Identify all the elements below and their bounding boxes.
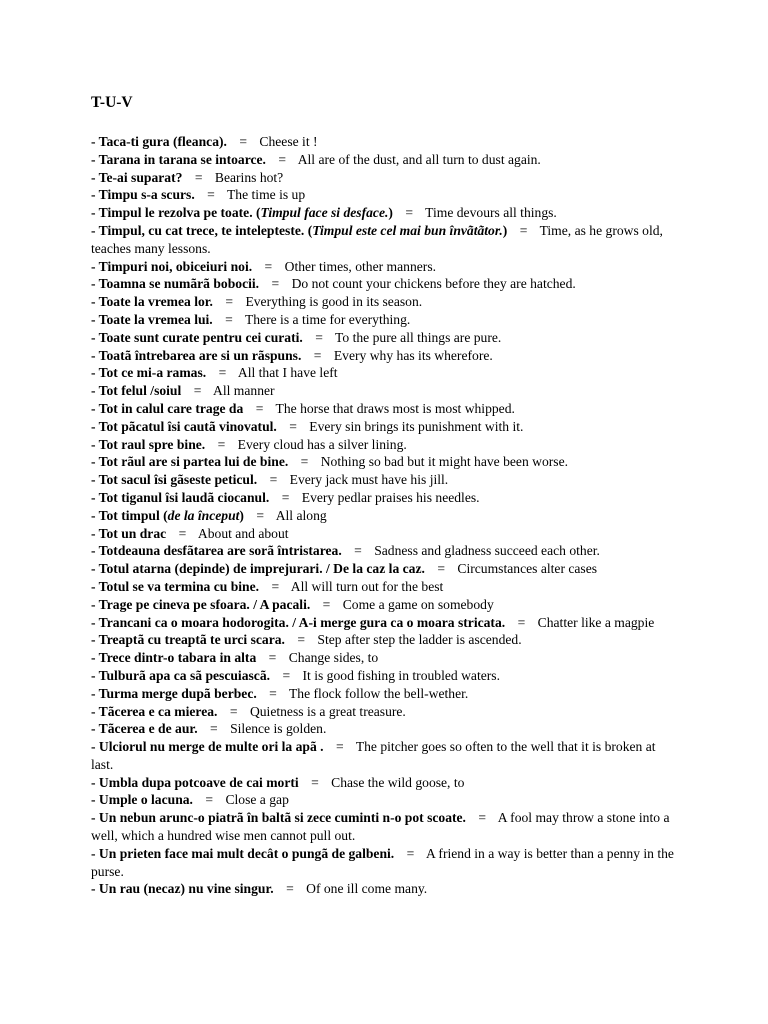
proverb-entry <box>91 774 678 792</box>
romanian-proverb: - Totul atarna (depinde) de imprejurari. / De la caz la caz. <box>91 561 425 577</box>
english-equivalent: There is a time for everything. <box>244 311 411 327</box>
proverb-entry <box>91 186 678 204</box>
equals-sign: = <box>229 703 238 719</box>
proverb-entry <box>91 596 678 614</box>
equals-sign: = <box>218 365 227 381</box>
romanian-proverb: - Un rau (necaz) nu vine singur. <box>91 881 274 897</box>
equals-sign: = <box>517 614 526 630</box>
english-equivalent: Quietness is a great treasure. <box>249 703 406 719</box>
romanian-proverb: - Un prieten face mai mult decât o pungã de galbeni. <box>91 845 395 861</box>
romanian-proverb: - Tot ce mi-a ramas. <box>91 365 207 381</box>
english-equivalent: It is good fishing in troubled waters. <box>302 667 500 683</box>
english-equivalent: The horse that draws most is most whipped. <box>275 400 515 416</box>
equals-sign: = <box>300 454 309 470</box>
english-equivalent: Every cloud has a silver lining. <box>237 436 407 452</box>
english-equivalent: Every why has its wherefore. <box>333 347 493 363</box>
romanian-proverb: - Totul se va termina cu bine. <box>91 578 260 594</box>
equals-sign: = <box>225 294 234 310</box>
english-equivalent: All that I have left <box>237 365 338 381</box>
english-equivalent: Come a game on somebody <box>342 596 494 612</box>
proverb-entry <box>91 845 678 881</box>
english-equivalent: All will turn out for the best <box>290 578 444 594</box>
romanian-proverb: - Tarana in tarana se intoarce. <box>91 151 266 167</box>
proverb-entry <box>91 685 678 703</box>
equals-sign: = <box>297 632 306 648</box>
romanian-proverb: - Tot tiganul îsi laudã ciocanul. <box>91 489 270 505</box>
romanian-proverb: - Timpu s-a scurs. <box>91 187 195 203</box>
english-equivalent: To the pure all things are pure. <box>335 329 502 345</box>
romanian-proverb: - Un nebun arunc-o piatrã în baltã si zece cuminti n-o pot scoate. <box>91 810 466 826</box>
equals-sign: = <box>271 276 280 292</box>
equals-sign: = <box>193 383 202 399</box>
equals-sign: = <box>205 792 214 808</box>
equals-sign: = <box>217 436 226 452</box>
romanian-proverb: - Timpul le rezolva pe toate. (Timpul face si desface.) <box>91 205 393 221</box>
proverb-entry <box>91 293 678 311</box>
proverb-entry <box>91 329 678 347</box>
romanian-proverb: - Timpul, cu cat trece, te intelepteste. (Timpul este cel mai bun învãtãtor.) <box>91 222 508 238</box>
proverb-entry <box>91 880 678 898</box>
equals-sign: = <box>322 596 331 612</box>
equals-sign: = <box>268 650 277 666</box>
romanian-proverb: - Tot rãul are si partea lui de bine. <box>91 454 289 470</box>
proverb-entry <box>91 703 678 721</box>
equals-sign: = <box>313 347 322 363</box>
romanian-proverb: - Toatã întrebarea are si un rãspuns. <box>91 347 302 363</box>
romanian-proverb: - Timpuri noi, obiceiuri noi. <box>91 258 253 274</box>
romanian-proverb: - Tot pãcatul îsi cautã vinovatul. <box>91 418 277 434</box>
equals-sign: = <box>289 418 297 434</box>
equals-sign: = <box>239 134 247 149</box>
english-equivalent: Of one ill come many. <box>306 881 428 897</box>
equals-sign: = <box>335 739 344 755</box>
english-equivalent: Bearins hot? <box>214 169 284 185</box>
equals-sign: = <box>354 543 362 559</box>
english-equivalent: Chase the wild goose, to <box>331 774 465 790</box>
equals-sign: = <box>194 169 203 185</box>
proverb-entry <box>91 275 678 293</box>
romanian-proverb: - Trancani ca o moara hodorogita. / A-i merge gura ca o moara stricata. <box>91 614 506 630</box>
proverb-entry <box>91 169 678 187</box>
proverb-entry <box>91 436 678 454</box>
english-equivalent: Chatter like a magpie <box>537 614 655 630</box>
english-equivalent: All are of the dust, and all turn to dust again. <box>297 151 541 167</box>
romanian-proverb: - Tot un drac <box>91 525 167 541</box>
equals-sign: = <box>315 329 323 345</box>
proverb-entry <box>91 507 678 525</box>
equals-sign: = <box>255 400 264 416</box>
proverb-entry <box>91 614 678 632</box>
romanian-proverb-alt: Timpul face si desface. <box>260 205 389 221</box>
romanian-proverb: - Te-ai suparat? <box>91 169 183 185</box>
romanian-proverb: - Umbla dupa potcoave de cai morti <box>91 774 299 790</box>
english-equivalent: Sadness and gladness succeed each other. <box>374 543 600 559</box>
english-equivalent: Do not count your chickens before they are hatched. <box>291 276 576 292</box>
proverb-entry <box>91 525 678 543</box>
romanian-proverb: - Trece dintr-o tabara in alta <box>91 650 257 666</box>
proverb-entry <box>91 578 678 596</box>
equals-sign: = <box>271 578 280 594</box>
english-equivalent: Other times, other manners. <box>284 258 437 274</box>
english-equivalent: The flock follow the bell-wether. <box>289 685 469 701</box>
english-equivalent: All along <box>275 507 327 523</box>
proverb-entry <box>91 649 678 667</box>
english-equivalent: The time is up <box>226 187 306 203</box>
proverb-entry <box>91 542 678 560</box>
romanian-proverb: - Tãcerea e ca mierea. <box>91 703 218 719</box>
english-equivalent: Every pedlar praises his needles. <box>301 489 480 505</box>
romanian-proverb: - Treaptã cu treaptã te urci scara. <box>91 632 285 648</box>
romanian-proverb: - Turma merge dupã berbec. <box>91 685 257 701</box>
proverb-entry <box>91 809 678 845</box>
english-equivalent: Time, as he grows old, teaches many lessons. <box>91 222 663 256</box>
proverb-entry <box>91 151 678 169</box>
equals-sign: = <box>256 507 265 523</box>
romanian-proverb: - Tãcerea e de aur. <box>91 721 198 737</box>
romanian-proverb: - Tot felul /soiul <box>91 383 182 399</box>
proverb-entry <box>91 418 678 436</box>
english-equivalent: About and about <box>197 525 289 541</box>
proverb-entry <box>91 631 678 649</box>
english-equivalent: Every jack must have his jill. <box>289 472 449 488</box>
english-equivalent: Everything is good in its season. <box>245 294 423 310</box>
proverb-entry <box>91 222 678 258</box>
proverb-entry <box>91 720 678 738</box>
proverb-entry <box>91 738 678 774</box>
romanian-proverb: - Umple o lacuna. <box>91 792 193 808</box>
proverb-entry <box>91 791 678 809</box>
english-equivalent: A friend in a way is better than a penny in the purse. <box>91 845 674 879</box>
proverb-entry <box>91 364 678 382</box>
romanian-proverb: - Totdeauna desfãtarea are sorã întristarea. <box>91 543 342 559</box>
english-equivalent: Silence is golden. <box>230 721 327 737</box>
equals-sign: = <box>519 222 528 238</box>
romanian-proverb: - Taca-ti gura (fleanca). <box>91 134 227 149</box>
romanian-proverb-alt: de la început <box>167 507 240 523</box>
equals-sign: = <box>406 845 415 861</box>
equals-sign: = <box>286 881 294 897</box>
proverb-entry <box>91 258 678 276</box>
equals-sign: = <box>282 667 291 683</box>
equals-sign: = <box>225 311 233 327</box>
romanian-proverb: - Trage pe cineva pe sfoara. / A pacali. <box>91 596 311 612</box>
english-equivalent: The pitcher goes so often to the well that it is broken at last. <box>91 739 656 772</box>
proverb-entry <box>91 382 678 400</box>
proverb-list <box>91 133 678 898</box>
romanian-proverb: - Tot sacul îsi gãseste peticul. <box>91 472 258 488</box>
equals-sign: = <box>269 472 278 488</box>
equals-sign: = <box>178 525 187 541</box>
romanian-proverb: - Tot raul spre bine. <box>91 436 206 452</box>
english-equivalent: Every sin brings its punishment with it. <box>309 418 524 434</box>
page-title: T-U-V <box>91 94 133 111</box>
english-equivalent: Cheese it ! <box>259 134 318 149</box>
proverb-entry <box>91 667 678 685</box>
romanian-proverb: - Tulburã apa ca sã pescuiascã. <box>91 667 271 683</box>
romanian-proverb: - Toamna se numãrã bobocii. <box>91 276 260 292</box>
proverb-entry <box>91 311 678 329</box>
proverb-entry <box>91 453 678 471</box>
romanian-proverb: - Tot timpul (de la început) <box>91 507 244 523</box>
romanian-proverb-alt: Timpul este cel mai bun învãtãtor. <box>312 222 503 238</box>
proverb-entry <box>91 347 678 365</box>
english-equivalent: Step after step the ladder is ascended. <box>317 632 522 648</box>
english-equivalent: Nothing so bad but it might have been worse. <box>320 454 569 470</box>
proverb-entry <box>91 133 678 151</box>
english-equivalent: Change sides, to <box>288 650 379 666</box>
equals-sign: = <box>437 561 445 577</box>
equals-sign: = <box>269 685 277 701</box>
proverb-entry <box>91 560 678 578</box>
romanian-proverb: - Tot in calul care trage da <box>91 400 244 416</box>
equals-sign: = <box>264 258 273 274</box>
romanian-proverb: - Toate sunt curate pentru cei curati. <box>91 329 303 345</box>
equals-sign: = <box>207 187 215 203</box>
english-equivalent: Time devours all things. <box>425 205 557 221</box>
equals-sign: = <box>311 774 319 790</box>
proverb-entry <box>91 204 678 222</box>
equals-sign: = <box>478 810 487 826</box>
proverb-entry <box>91 400 678 418</box>
romanian-proverb: - Ulciorul nu merge de multe ori la apã . <box>91 739 324 755</box>
equals-sign: = <box>210 721 218 737</box>
equals-sign: = <box>405 205 413 221</box>
romanian-proverb: - Toate la vremea lui. <box>91 311 213 327</box>
proverb-entry <box>91 471 678 489</box>
equals-sign: = <box>281 489 290 505</box>
english-equivalent: Close a gap <box>225 792 289 808</box>
english-equivalent: Circumstances alter cases <box>457 561 598 577</box>
english-equivalent: A fool may throw a stone into a well, which a hundred wise men cannot pull out. <box>91 810 670 844</box>
proverb-entry <box>91 489 678 507</box>
equals-sign: = <box>278 151 287 167</box>
english-equivalent: All manner <box>213 383 275 399</box>
romanian-proverb: - Toate la vremea lor. <box>91 294 213 310</box>
